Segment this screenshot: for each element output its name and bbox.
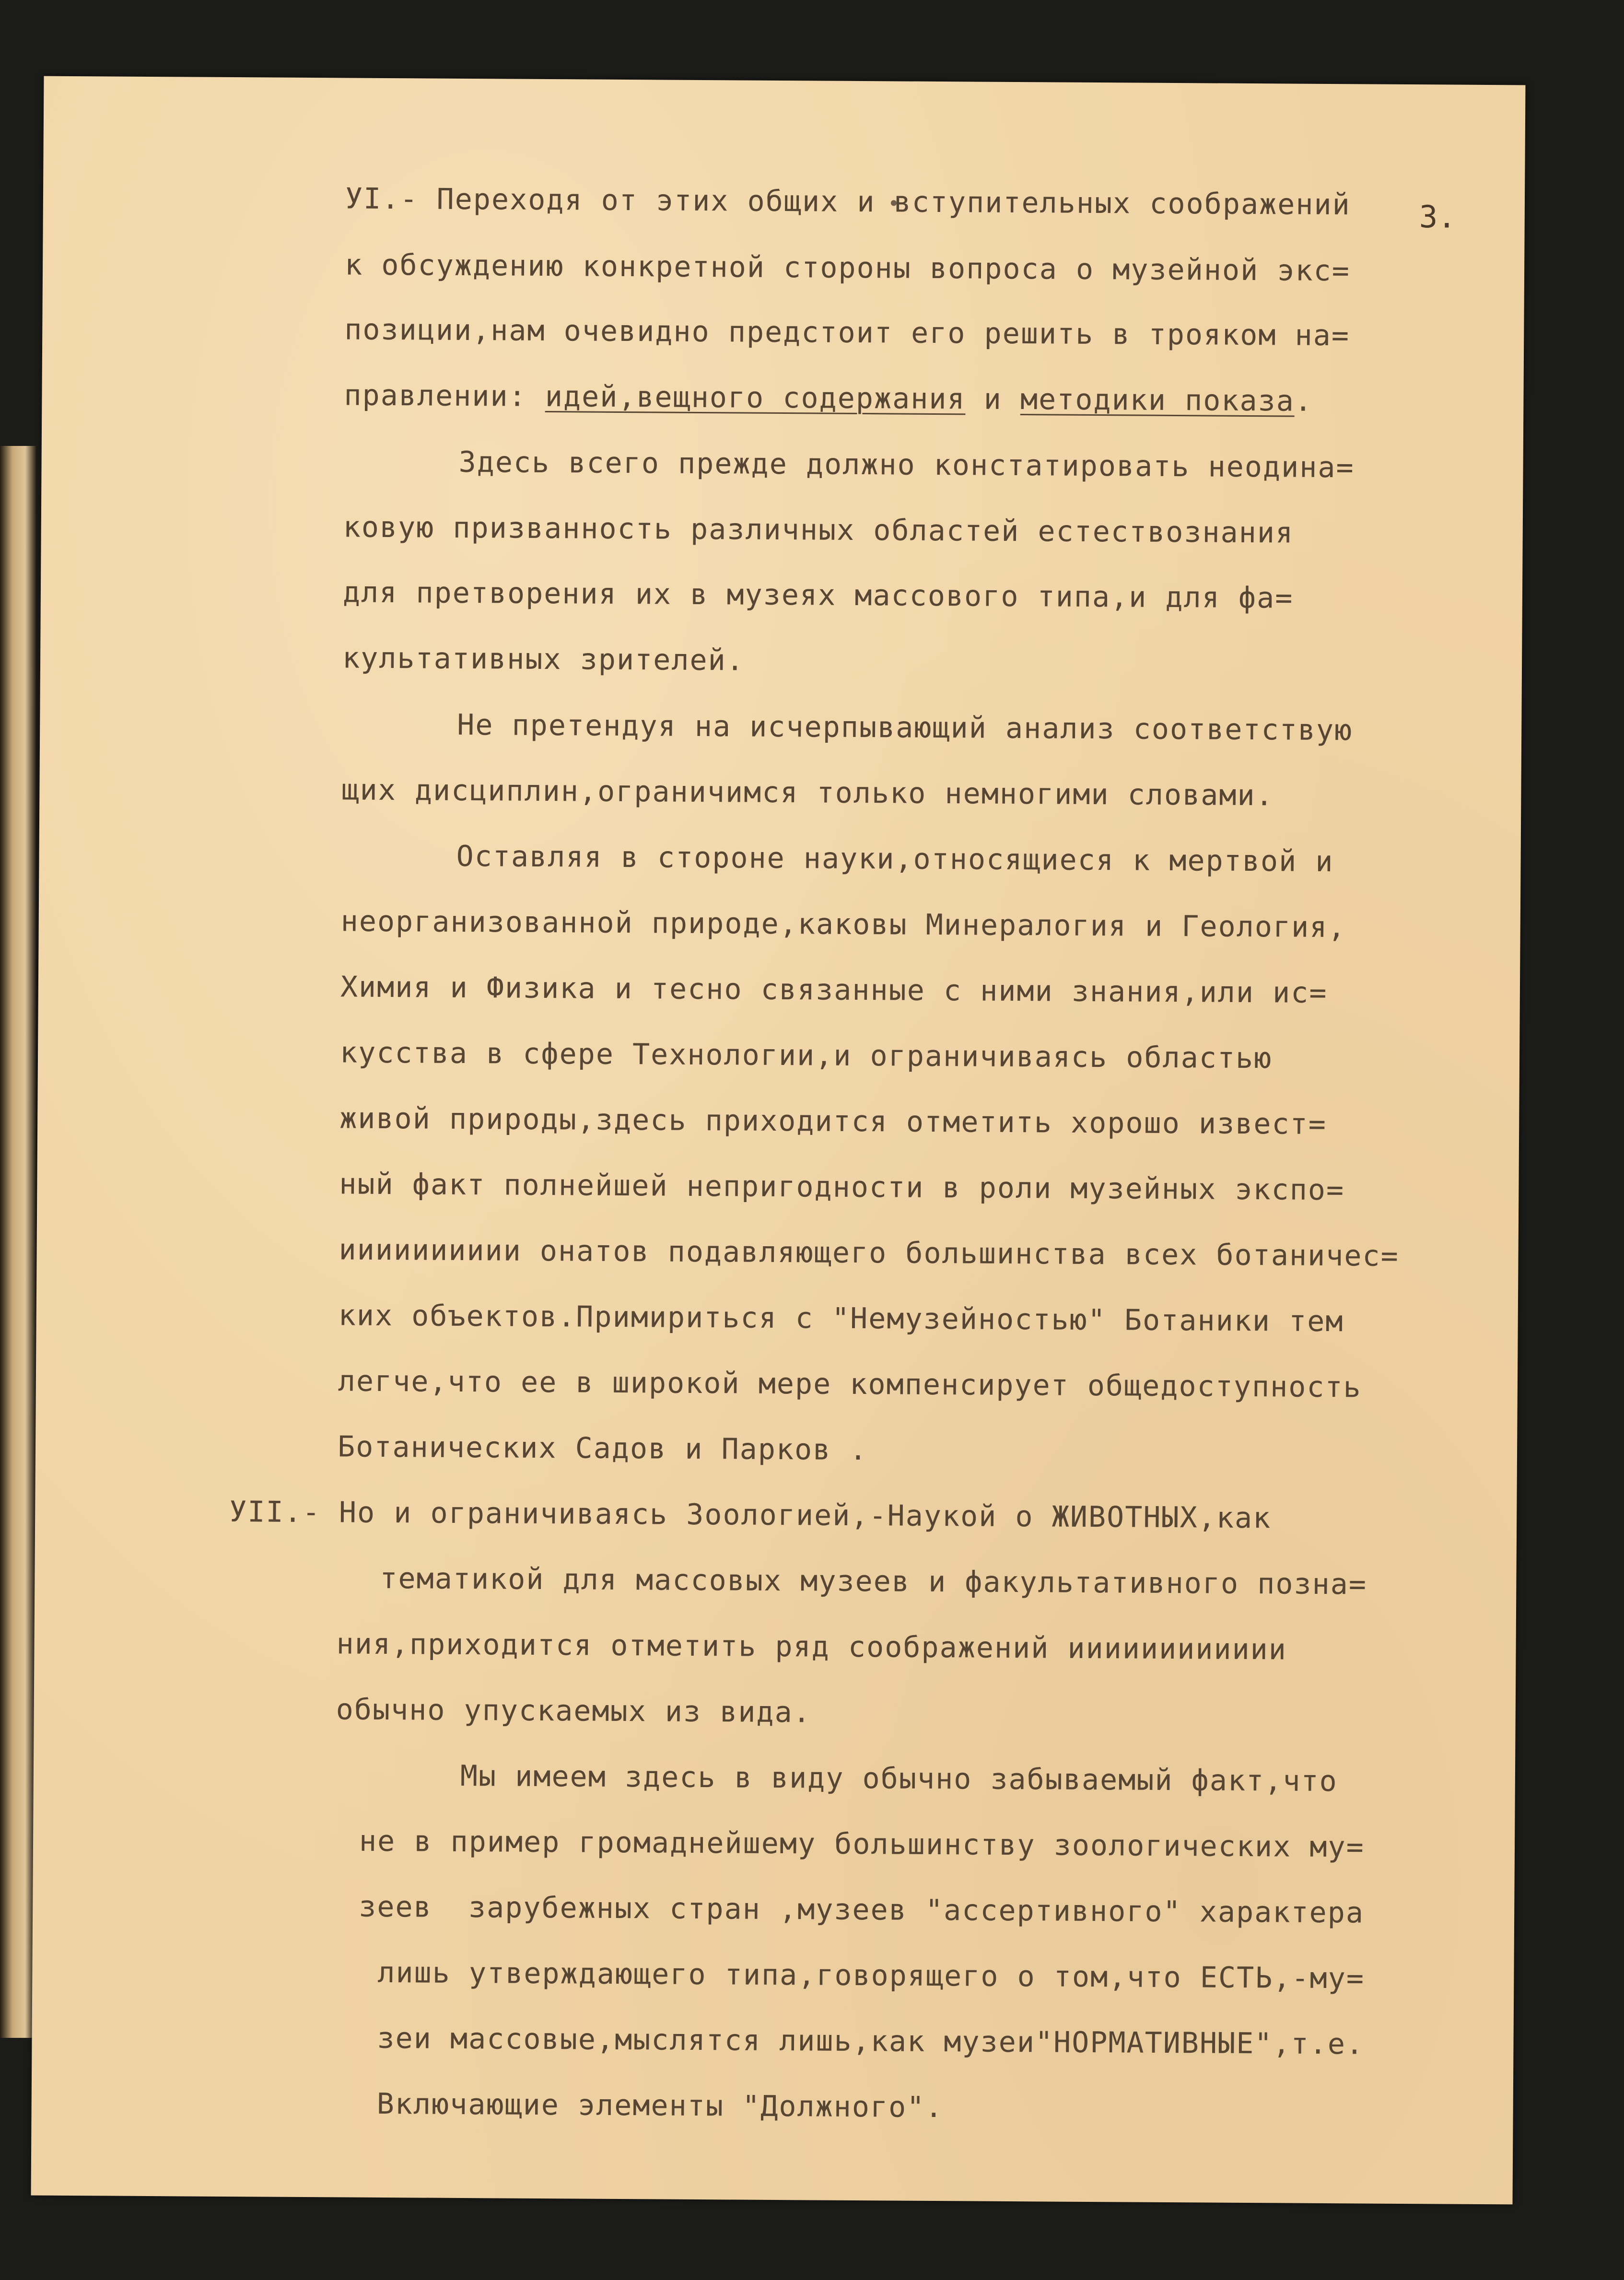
text-line-9: Не претендуя на исчерпывающий анализ соответствую (457, 708, 1353, 748)
text-line-11: Оставляя в стороне науки,относящиеся к мертвой и (456, 839, 1334, 879)
binding-spine (0, 446, 36, 2038)
text-line-3: позиции,нам очевидно предстоит его решить в трояком на= (344, 313, 1350, 353)
text-line-4 (344, 378, 1313, 418)
text-line-7: для претворения их в музеях массового типа,и для фа= (342, 575, 1294, 615)
text-line-28: лишь утверждающего типа,говорящего о том,что ЕСТЬ,-му= (377, 1955, 1365, 1996)
text-line-25: Мы имеем здесь в виду обычно забываемый факт,что (460, 1759, 1338, 1799)
text-line-14: кусства в сфере Технологии,и ограничиваясь областью (339, 1036, 1273, 1076)
document-page (31, 76, 1526, 2205)
line-end-period: . (1294, 384, 1313, 418)
text-line-4-start: правлении: (344, 378, 546, 414)
underlined-phrase-ideas: идей,вещного содержания (545, 380, 966, 416)
text-line-10: щих дисциплин,ограничимся только немногими словами. (341, 773, 1274, 813)
text-line-18: ких объектов.Примириться с "Немузейностью" Ботаники тем (338, 1298, 1344, 1339)
text-line-6: ковую призванность различных областей естествознания (343, 510, 1294, 550)
page-number: 3. (1419, 199, 1457, 235)
text-line-13: Химия и Физика и тесно связанные с ними знания,или ис= (340, 970, 1328, 1010)
text-line-12: неорганизованной природе,каковы Минералогия и Геология, (340, 904, 1346, 945)
text-line-30: Включающие элементы "Должного". (376, 2087, 944, 2125)
text-line-16: ный факт полнейшей непригодности в роли музейных экспо= (339, 1167, 1345, 1207)
text-line-15: живой природы,здесь приходится отметить хорошо извест= (339, 1101, 1327, 1141)
text-line-21: УII.- Но и ограничиваясь Зоологией,-Наукой о ЖИВОТНЫХ,как (229, 1495, 1272, 1535)
text-line-5: Здесь всего прежде должно констатировать неодина= (458, 445, 1355, 485)
text-line-2: к обсуждению конкретной стороны вопроса о музейной экс= (344, 248, 1351, 288)
text-line-19: легче,что ее в широкой мере компенсирует общедоступность (338, 1364, 1362, 1404)
connector-text: и (965, 382, 1021, 417)
text-line-29: зеи массовые,мыслятся лишь,как музеи"НОРМАТИВНЫЕ",т.е. (377, 2021, 1365, 2061)
underlined-phrase-method: методики показа (1020, 383, 1295, 418)
text-line-20: Ботанических Садов и Парков . (337, 1430, 868, 1467)
text-line-8: культативных зрителей. (342, 641, 745, 678)
text-line-23: ния,приходится отметить ряд соображений ииииииииииии (336, 1627, 1287, 1667)
text-line-17: ииииииииии онатов подавляющего большинства всех ботаничес= (339, 1233, 1399, 1273)
text-line-22: тематикой для массовых музеев и факультативного позна= (380, 1561, 1367, 1602)
text-line-27: зеев зарубежных стран ,музеев "ассертивного" характера (359, 1890, 1365, 1930)
text-line-24: обычно упускаемых из вида. (336, 1693, 812, 1730)
text-line-26: не в пример громаднейшему большинству зоологических му= (359, 1824, 1365, 1864)
text-line-1: УI.- Переходя от этих общих и вступительных соображений (345, 182, 1351, 222)
